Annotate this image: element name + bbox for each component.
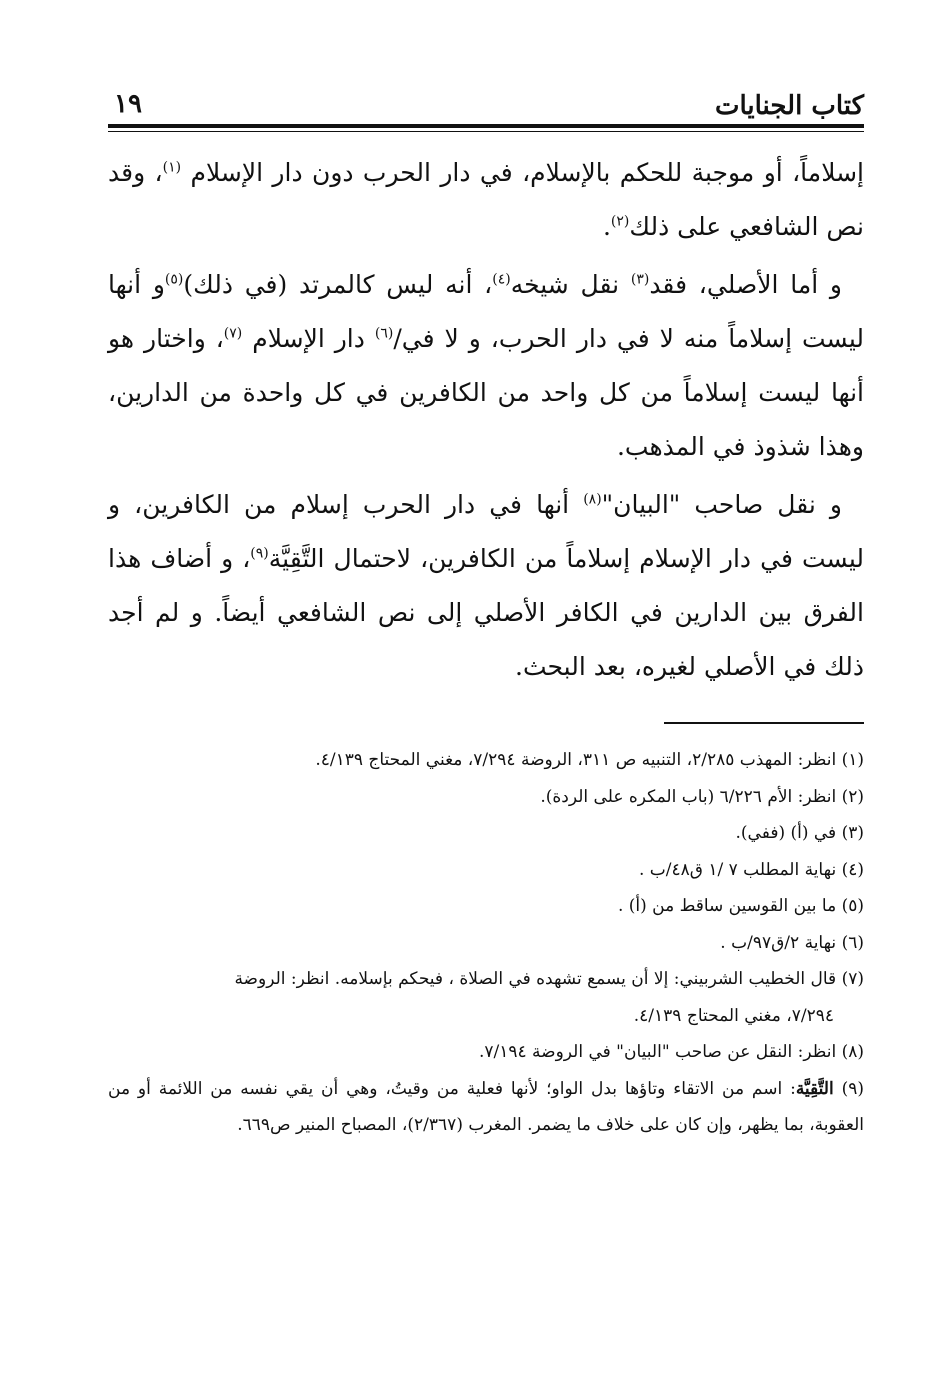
footnote-1: (١) انظر: المهذب ٢/٢٨٥، التنبيه ص ٣١١، الروضة ٧/٢٩٤، مغني المحتاج ٤/١٣٩. xyxy=(315,750,864,770)
paragraph-1 xyxy=(108,146,864,254)
text-run: و نقل صاحب "البيان" xyxy=(601,490,842,519)
footnote-3: (٣) في (أ) (ففي). xyxy=(735,823,864,843)
chapter-title: كتاب الجنايات xyxy=(714,91,864,121)
footnotes xyxy=(108,742,864,1144)
text-run: و أنها ليست إسلاماً منه لا في دار الحرب، و لا في/ xyxy=(108,270,864,353)
footnote-9-term: التَّقِيَّة xyxy=(795,1078,834,1099)
footnote-6: (٦) نهاية ٢/ق٩٧/ب . xyxy=(720,932,864,953)
footnote-9 xyxy=(108,1071,864,1144)
footnote-9-text: : اسم من الاتقاء وتاؤها بدل الواو؛ لأنها فعلية من وقيتُ، وهي أن يقي نفسه من اللائمة أو من العقوبة، بما يظهر، وإن كان على خلاف ما يضمر. المغرب (٢/٣٦٧)، المصباح المنير ص٦٦٩. xyxy=(108,1078,864,1135)
text-run: ، و أضاف هذا الفرق بين الدارين في الكافر الأصلي إلى نص الشافعي أيضاً. و لم أجد ذلك في الأصلي لغيره، بعد البحث. xyxy=(108,544,864,681)
paragraph-2 xyxy=(108,258,864,474)
footnote-separator xyxy=(664,722,864,724)
text-run: . xyxy=(602,212,611,241)
footnote-ref-9[interactable]: (٩) xyxy=(250,545,269,562)
footnote-ref-3[interactable]: (٣) xyxy=(630,271,650,288)
text-run: ، وقد نص الشافعي على ذلك xyxy=(108,158,864,241)
footnote-ref-7[interactable]: (٧) xyxy=(223,325,243,342)
header-rule-thick xyxy=(108,124,864,128)
text-run: ، أنه ليس كالمرتد (في ذلك) xyxy=(183,270,493,299)
footnote-7-continuation: ٧/٢٩٤، مغني المحتاج ٤/١٣٩. xyxy=(633,1005,834,1026)
footnote-ref-1[interactable]: (١) xyxy=(162,159,182,176)
footnote-9-number: (٩) xyxy=(833,1078,864,1099)
text-run: نقل شيخه xyxy=(510,270,631,299)
footnote-4: (٤) نهاية المطلب ٧ /١ ق٤٨/ب . xyxy=(638,859,864,880)
footnote-8: (٨) انظر: النقل عن صاحب "البيان" في الروضة ٧/١٩٤. xyxy=(478,1042,864,1062)
text-run: دار الإسلام xyxy=(242,324,375,353)
footnote-ref-5[interactable]: (٥) xyxy=(164,271,184,288)
footnote-7-text: (٧) قال الخطيب الشربيني: إلا أن يسمع تشهده في الصلاة ، فيحكم بإسلامه. انظر: الروضة xyxy=(234,969,864,989)
header-rule-thin xyxy=(108,131,864,132)
footnote-ref-4[interactable]: (٤) xyxy=(492,271,511,288)
main-text xyxy=(108,146,864,694)
text-run: و أما الأصلي، فقد xyxy=(649,270,842,299)
text-run: أنها في دار الحرب إسلام من الكافرين، و ليست في دار الإسلام إسلاماً من الكافرين، لاحتمال التَّقِيَّة xyxy=(108,490,864,573)
text-run: ، واختار هو أنها ليست إسلاماً من كل واحد من الكافرين في كل واحدة من الدارين، وهذا شذوذ في المذهب. xyxy=(108,324,864,461)
paragraph-3 xyxy=(108,478,864,694)
text-run: إسلاماً، أو موجبة للحكم بالإسلام، في دار الحرب دون دار الإسلام xyxy=(181,158,865,187)
footnote-ref-6[interactable]: (٦) xyxy=(374,325,394,342)
footnote-5: (٥) ما بين القوسين ساقط من (أ) . xyxy=(617,896,864,916)
footnote-ref-2[interactable]: (٢) xyxy=(610,213,630,230)
footnote-ref-8[interactable]: (٨) xyxy=(583,491,602,508)
footnote-7 xyxy=(108,961,864,1034)
page-number: ١٩ xyxy=(114,89,142,119)
page-header xyxy=(108,86,864,126)
footnote-2: (٢) انظر: الأم ٦/٢٢٦ (باب المكره على الردة). xyxy=(540,786,864,807)
